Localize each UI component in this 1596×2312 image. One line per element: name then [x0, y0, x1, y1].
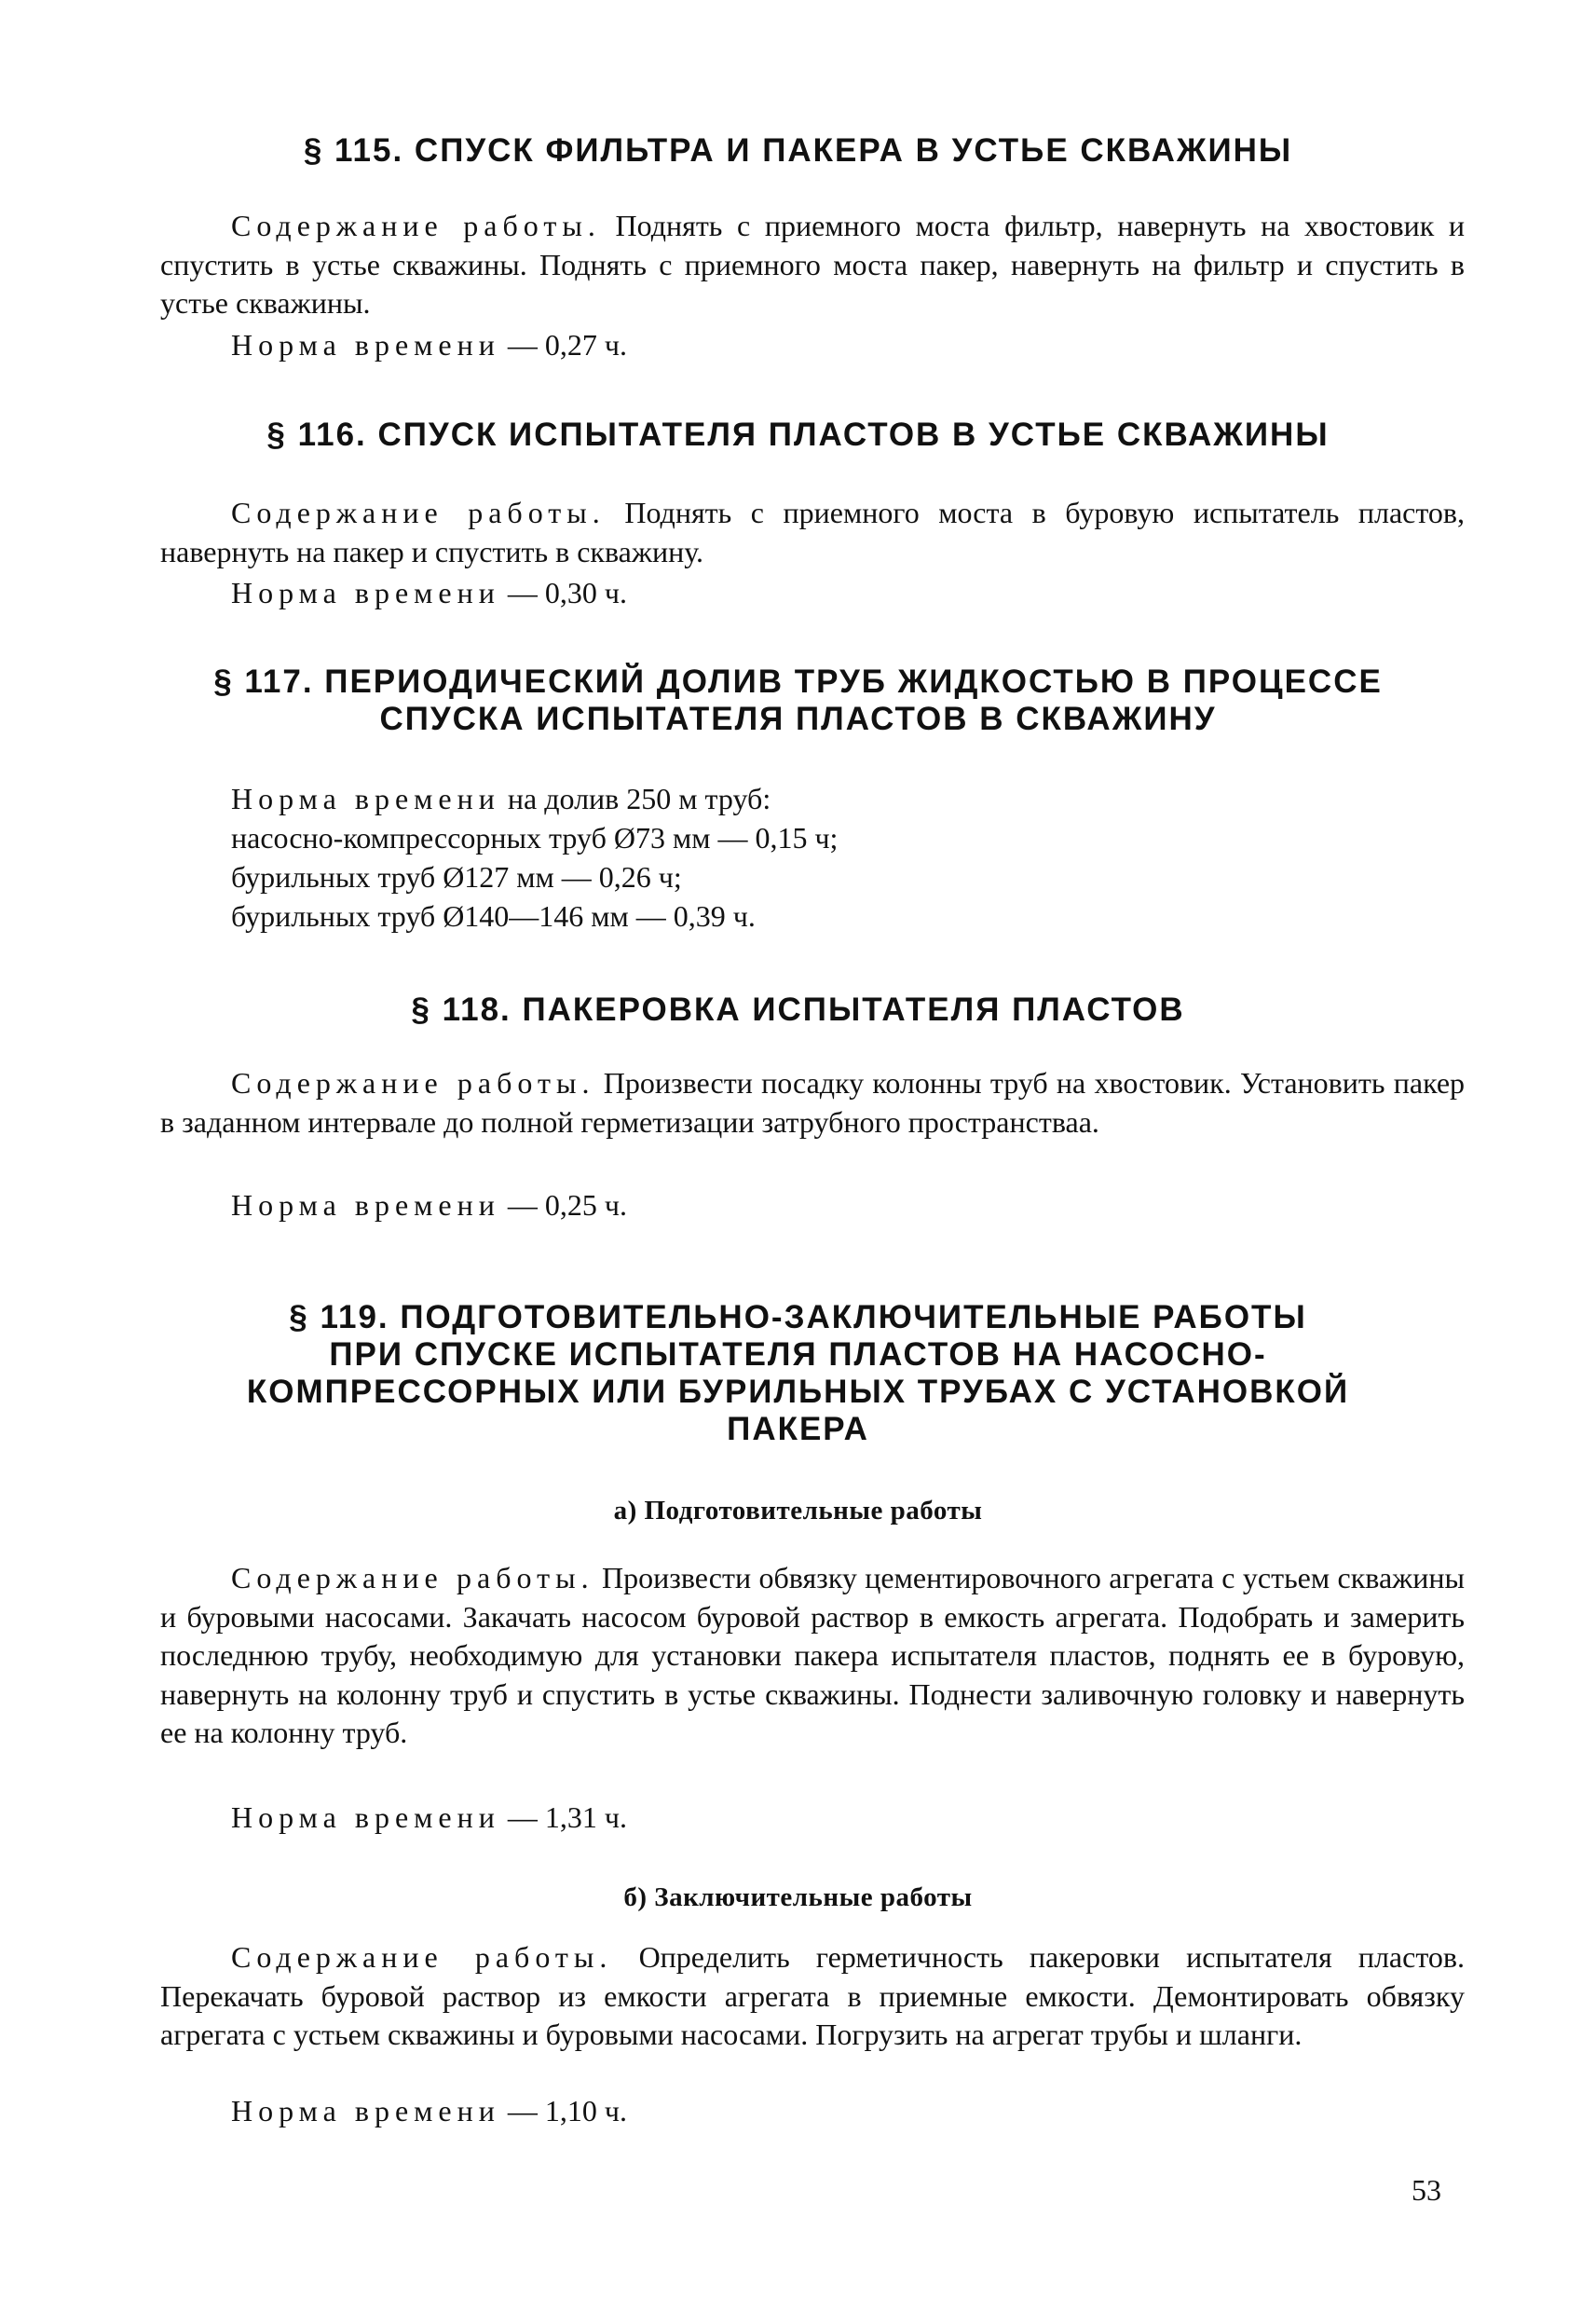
section-116-heading: § 116. СПУСК ИСПЫТАТЕЛЯ ПЛАСТОВ В УСТЬЕ СКВАЖИНЫ: [266, 417, 1330, 453]
section-116-norm: [231, 576, 627, 610]
norm-label: Норма времени: [231, 2094, 500, 2127]
section-118-content: [160, 1064, 1465, 1142]
norm-label: Норма времени: [231, 782, 500, 815]
subsection-a-heading: а) Подготовительные работы: [613, 1496, 983, 1525]
list-item: насосно-компрессорных труб Ø73 мм — 0,15 ч;: [231, 821, 839, 855]
heading-line: § 119. ПОДГОТОВИТЕЛЬНО-ЗАКЛЮЧИТЕЛЬНЫЕ РАБОТЫ: [289, 1299, 1307, 1335]
content-text: Произвести посадку колонны труб на хвостовик. Установить пакер в заданном интервале до полной герметизации затрубного пространстваа.: [160, 1066, 1466, 1139]
section-115-content: [160, 207, 1465, 323]
list-item: бурильных труб Ø127 мм — 0,26 ч;: [231, 860, 682, 894]
heading-line: ПАКЕРА: [727, 1411, 869, 1447]
subsection-b-norm: [231, 2094, 627, 2128]
content-label: Содержание работы.: [231, 209, 601, 242]
content-text: Поднять с приемного моста в буровую испытатель пластов, навернуть на пакер и спустить в скважину.: [160, 496, 1466, 568]
list-item: бурильных труб Ø140—146 мм — 0,39 ч.: [231, 899, 756, 933]
heading-line: КОМПРЕССОРНЫХ ИЛИ БУРИЛЬНЫХ ТРУБАХ С УСТАНОВКОЙ: [246, 1374, 1350, 1410]
section-116-content: [160, 494, 1465, 571]
norm-intro-text: на долив 250 м труб:: [507, 782, 771, 815]
norm-value: — 0,30 ч.: [507, 576, 627, 609]
norm-intro: [231, 779, 838, 818]
norm-value: — 0,27 ч.: [507, 328, 627, 362]
page-number: 53: [1412, 2173, 1441, 2207]
subsection-a-norm: [231, 1800, 627, 1835]
norm-value: — 0,25 ч.: [507, 1188, 627, 1222]
content-label: Содержание работы.: [231, 1940, 613, 1974]
norm-label: Норма времени: [231, 328, 500, 362]
subsection-a-content: [160, 1559, 1465, 1753]
heading-line: СПУСКА ИСПЫТАТЕЛЯ ПЛАСТОВ В СКВАЖИНУ: [379, 701, 1217, 737]
subsection-b-heading: б) Заключительные работы: [623, 1882, 973, 1912]
heading-line: § 117. ПЕРИОДИЧЕСКИЙ ДОЛИВ ТРУБ ЖИДКОСТЬЮ В ПРОЦЕССЕ: [213, 664, 1383, 700]
section-118-heading: § 118. ПАКЕРОВКА ИСПЫТАТЕЛЯ ПЛАСТОВ: [411, 992, 1185, 1028]
norm-label: Норма времени: [231, 576, 500, 609]
content-text: Поднять с приемного моста фильтр, навернуть на хвостовик и спустить в устье скважины. Поднять с приемного моста пакер, навернуть на фильтр и спустить в устье скважины.: [160, 209, 1466, 320]
norm-label: Норма времени: [231, 1188, 500, 1222]
content-label: Содержание работы.: [231, 1561, 594, 1594]
content-text: Произвести обвязку цементировочного агрегата с устьем скважины и буровыми насосами. Закачать насосом буровой раствор в емкость агрегата. Подобрать и замерить последнюю трубу, необходимую для установки пакера испытателя пластов, поднять ее в буровую, навернуть на колонну труб и спустить в устье скважины. Поднести заливочную головку и навернуть ее на колонну труб.: [160, 1561, 1466, 1749]
section-115-heading: § 115. СПУСК ФИЛЬТРА И ПАКЕРА В УСТЬЕ СКВАЖИНЫ: [303, 132, 1293, 169]
content-label: Содержание работы.: [231, 1066, 595, 1100]
section-117-heading: [0, 664, 1596, 738]
section-115-norm: [231, 328, 627, 363]
content-text: Определить герметичность пакеровки испытателя пластов. Перекачать буровой раствор из емкости агрегата в приемные емкости. Демонтировать обвязку агрегата с устьем скважины и буровыми насосами. Погрузить на агрегат трубы и шланги.: [160, 1940, 1466, 2051]
heading-line: ПРИ СПУСКЕ ИСПЫТАТЕЛЯ ПЛАСТОВ НА НАСОСНО-: [329, 1336, 1267, 1373]
subsection-b-content: [160, 1938, 1465, 2055]
section-119-heading: [0, 1299, 1596, 1448]
norm-value: — 1,10 ч.: [507, 2094, 627, 2127]
norm-label: Норма времени: [231, 1800, 500, 1834]
content-label: Содержание работы.: [231, 496, 606, 529]
section-117-norm-list: [231, 779, 838, 936]
norm-value: — 1,31 ч.: [507, 1800, 627, 1834]
section-118-norm: [231, 1188, 627, 1223]
